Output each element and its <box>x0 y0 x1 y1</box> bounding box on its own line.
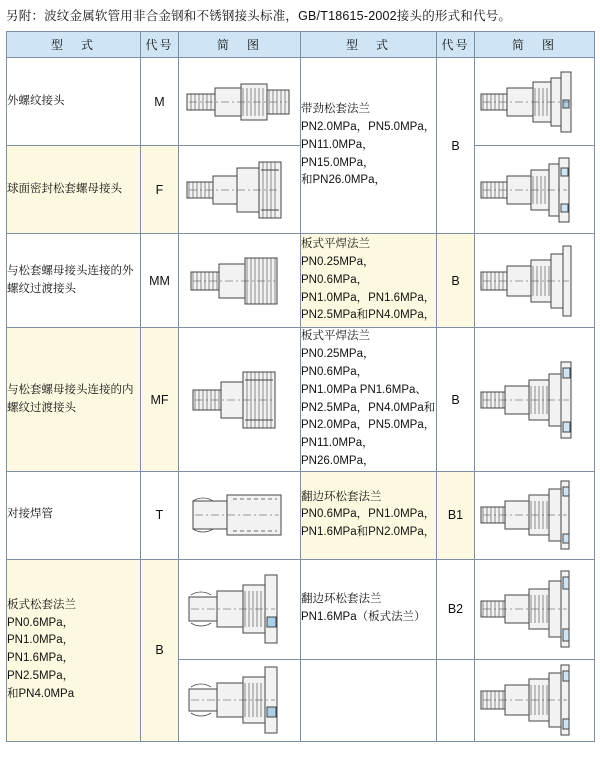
header-code-right: 代号 <box>437 32 475 58</box>
left-name-0: 外螺纹接头 <box>7 58 141 146</box>
table-row <box>7 328 595 472</box>
left-figure-3 <box>179 328 301 472</box>
header-type-left: 型 式 <box>7 32 141 58</box>
left-name-3: 与松套螺母接头连接的内螺纹过渡接头 <box>7 328 141 472</box>
left-name-1: 球面密封松套螺母接头 <box>7 146 141 234</box>
right-name-2: 板式平焊法兰 PN0.25MPa，PN0.6MPa， PN1.0MPa PN1.6MPa、 PN2.5MPa，PN4.0MPa和 PN2.0MPa，PN5.0MPa， PN11.0MPa，PN26.0MPa， <box>301 328 437 472</box>
table-header-row <box>7 32 595 58</box>
fittings-table <box>6 31 595 742</box>
left-name-2: 与松套螺母接头连接的外螺纹过渡接头 <box>7 234 141 328</box>
right-name-4: 翻边环松套法兰 PN1.6MPa（板式法兰） <box>301 559 437 659</box>
right-name-1: 板式平焊法兰 PN0.25MPa，PN0.6MPa， PN1.0MPa，PN1.6MPa， PN2.5MPa和PN4.0MPa， <box>301 234 437 328</box>
right-name-3: 翻边环松套法兰 PN0.6MPa，PN1.0MPa， PN1.6MPa和PN2.0MPa， <box>301 471 437 559</box>
right-figure-4-b <box>475 659 595 741</box>
left-code-1: F <box>141 146 179 234</box>
left-figure-4 <box>179 471 301 559</box>
left-code-2: MM <box>141 234 179 328</box>
header-type-right: 型 式 <box>301 32 437 58</box>
table-row <box>7 58 595 146</box>
right-figure-4 <box>475 559 595 659</box>
right-figure-0 <box>475 58 595 146</box>
right-code-1: B <box>437 234 475 328</box>
right-figure-2 <box>475 328 595 472</box>
left-figure-1 <box>179 146 301 234</box>
left-code-4: T <box>141 471 179 559</box>
table-row <box>7 234 595 328</box>
right-figure-1 <box>475 234 595 328</box>
left-name-5: 板式松套法兰 PN0.6MPa，PN1.0MPa， PN1.6MPa，PN2.5MPa， 和PN4.0MPa <box>7 559 141 741</box>
header-figure-right: 简 图 <box>475 32 595 58</box>
right-code-0: B <box>437 58 475 234</box>
right-spacer-code <box>437 659 475 741</box>
left-figure-5-b <box>179 659 301 741</box>
left-figure-0 <box>179 58 301 146</box>
header-code-left: 代号 <box>141 32 179 58</box>
left-code-5: B <box>141 559 179 741</box>
right-spacer-name <box>301 659 437 741</box>
left-code-0: M <box>141 58 179 146</box>
left-figure-5 <box>179 559 301 659</box>
page-title: 另附：波纹金属软管用非合金钢和不锈钢接头标准，GB/T18615-2002接头的形式和代号。 <box>6 9 512 23</box>
table-row <box>7 559 595 659</box>
left-code-3: MF <box>141 328 179 472</box>
right-name-0: 带劲松套法兰 PN2.0MPa，PN5.0MPa， PN11.0MPa，PN15.0MPa， 和PN26.0MPa， <box>301 58 437 234</box>
right-figure-0-b <box>475 146 595 234</box>
header-figure-left: 简 图 <box>179 32 301 58</box>
table-row <box>7 471 595 559</box>
right-code-2: B <box>437 328 475 472</box>
left-figure-2 <box>179 234 301 328</box>
right-code-3: B1 <box>437 471 475 559</box>
left-name-4: 对接焊管 <box>7 471 141 559</box>
right-figure-3 <box>475 471 595 559</box>
right-code-4: B2 <box>437 559 475 659</box>
